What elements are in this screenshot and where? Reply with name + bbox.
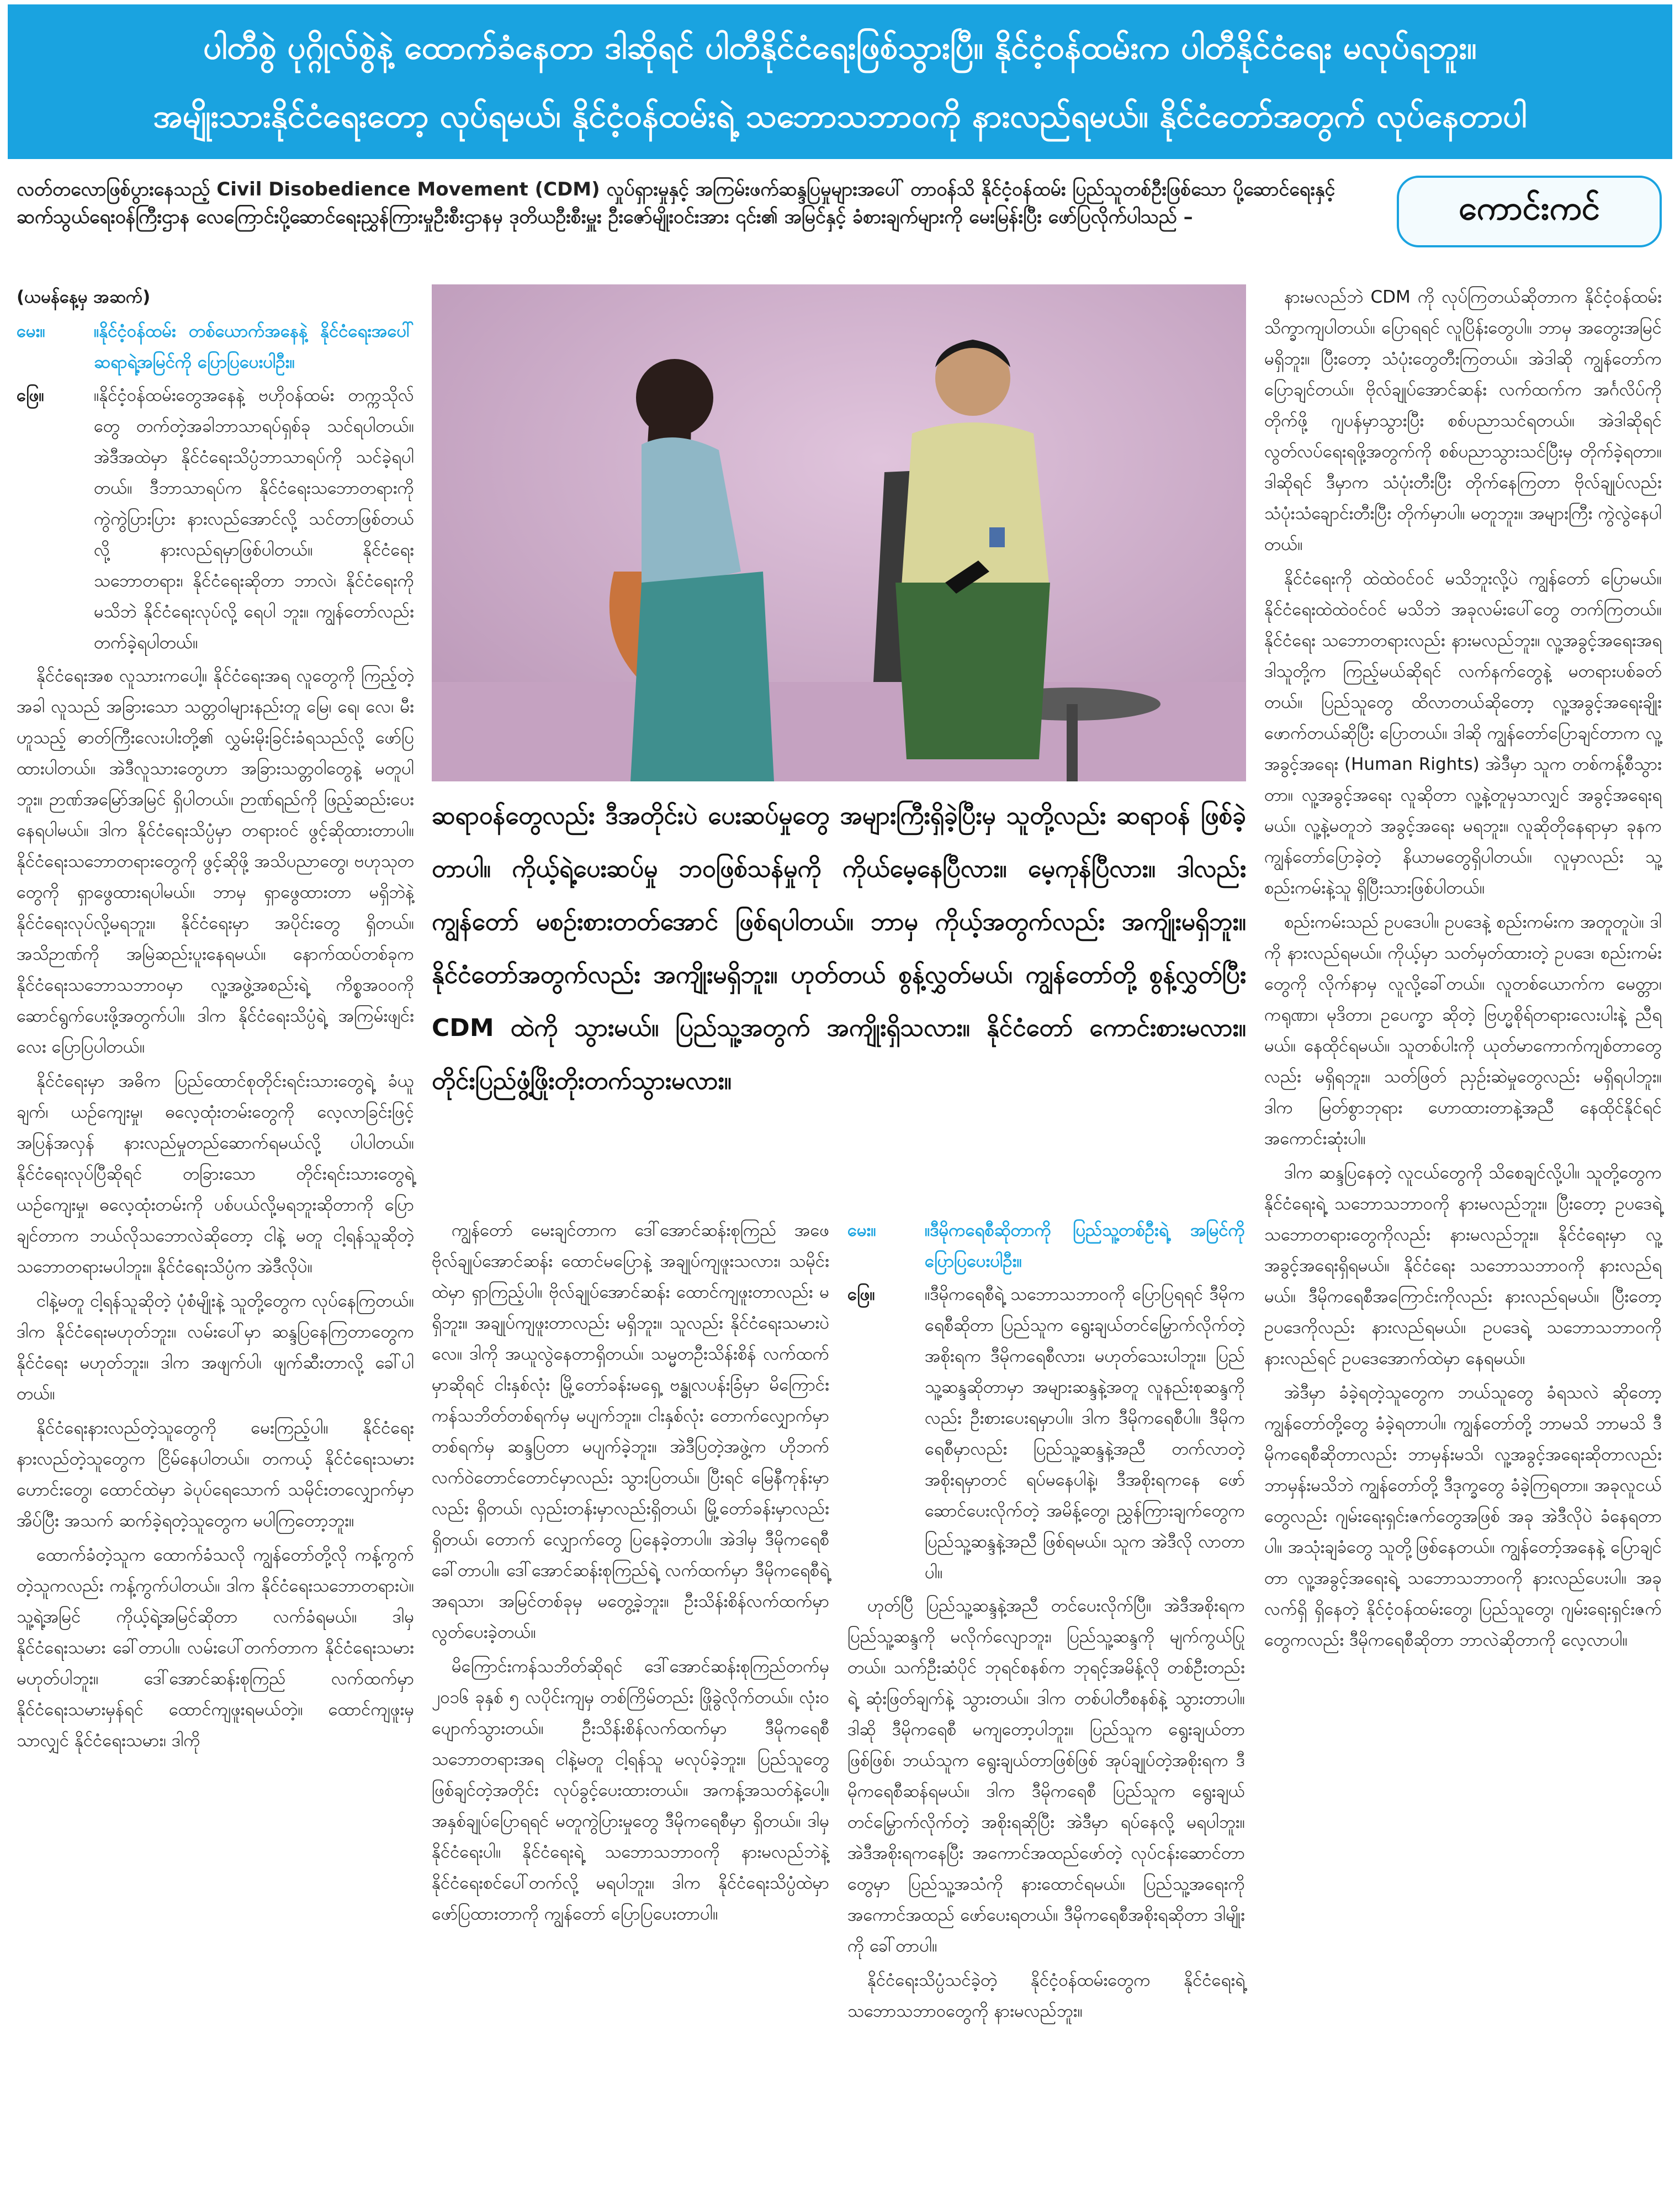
interviewee-longyi: [895, 583, 1050, 759]
headline-line-1: ပါတီစွဲ ပုဂ္ဂိုလ်စွဲနဲ့ ထောက်ခံနေတာ ဒါဆိုရင် ပါတီနိုင်ငံရေးဖြစ်သွားပြီ။ နိုင်ငံ့ဝန်ထမ်းက ပါတီနိုင်ငံရေး မလုပ်ရဘူး။: [203, 29, 1477, 66]
author-byline: ကောင်းကင်: [1397, 176, 1662, 247]
paragraph: မိကြောင်းကန်သဘိတ်ဆိုရင် ဒေါ်အောင်ဆန်းစုကြည်တက်မှ ၂၀၁၆ ခုနှစ် ၅ လပိုင်းကျမှ တစ်ကြိမ်တည်း ဖြိုခွဲလိုက်တယ်။ လုံးဝပျောက်သွားတယ်။ ဦးသိန်းစိန်လက်ထက်မှာ ဒီမိုကရေစီ သဘောတရားအရ ငါနဲ့မတူ ငါ့ရန်သူ မလုပ်ခဲ့ဘူး။ ပြည်သူတွေ ဖြစ်ချင်တဲ့အတိုင်း လုပ်ခွင့်ပေးထားတယ်။ အကန့်အသတ်နဲ့ပေါ့။ အနှစ်ချုပ်ပြောရရင် မတူကွဲပြားမှုတွေ ဒီမိုကရေစီမှာ ရှိတယ်။ ဒါမှ နိုင်ငံရေးပါ။ နိုင်ငံရေးရဲ့ သဘောသဘာဝကို နားမလည်ဘဲနဲ့ နိုင်ငံရေးစင်ပေါ်တက်လို့ မရပါဘူး။ ဒါက နိုင်ငံရေးသိပ္ပံထဲမှာ ဖော်ပြထားတာကို ကျွန်တော် ပြောပြပေးတာပါ။: [432, 1657, 829, 1924]
paragraph: နားမလည်ဘဲ CDM ကို လုပ်ကြတယ်ဆိုတာက နိုင်ငံ့ဝန်ထမ်း သိက္ခာကျပါတယ်။ ပြောရရင် လူပြိန်းတွေပါ။ ဘာမှ အတွေးအမြင်မရှိဘူး။ ပြီးတော့ သံပုံးတွေတီးကြတယ်။ အဲဒါဆို ကျွန်တော်က ပြောချင်တယ်။ ဗိုလ်ချုပ်အောင်ဆန်း လက်ထက်က အင်္ဂလိပ်ကို တိုက်ဖို့ ဂျပန်မှာသွားပြီး စစ်ပညာသင်ရတယ်။ အဲဒါဆိုရင် လွတ်လပ်ရေးရဖို့အတွက်ကို စစ်ပညာသွားသင်ပြီးမှ တိုက်ခဲ့ရတာ။ ဒါဆိုရင် ဒီမှာက သံပုံးတီးပြီး တိုက်နေကြတာ ဗိုလ်ချုပ်လည်း သံပုံးသံချောင်းတီးပြီး တိုက်မှာပါ။ မတူဘူး။ အများကြီး ကွဲလွဲနေပါတယ်။: [1264, 287, 1662, 554]
answer-block: [847, 1279, 1245, 1588]
paragraph: နိုင်ငံရေးမှာ အဓိက ပြည်ထောင်စုတိုင်းရင်းသားတွေရဲ့ ခံယူချက်၊ ယဉ်ကျေးမှု၊ ဓလေ့ထုံးတမ်းတွေကို လေ့လာခြင်းဖြင့် အပြန်အလှန် နားလည်မှုတည်ဆောက်ရမယ်လို့ ပါပါတယ်။ နိုင်ငံရေးလုပ်ပြီဆိုရင် တခြားသော တိုင်းရင်းသားတွေရဲ့ ယဉ်ကျေးမှု၊ ဓလေ့ထုံးတမ်းကို ပစ်ပယ်လို့မရဘူးဆိုတာကို ပြောချင်တာက ဘယ်လိုသဘောလဲဆိုတော့ ငါနဲ့ မတူ ငါ့ရန်သူဆိုတဲ့ သဘောတရားမပါဘူး။ နိုင်ငံရေးသိပ္ပံက အဲဒီလိုပဲ။: [17, 1071, 414, 1277]
continued-note: (ယမန်နေ့မှ အဆက်): [17, 287, 151, 307]
question-label: မေး။: [847, 1220, 876, 1240]
question-text: ။ဒီမိုကရေစီဆိုတာကို ပြည်သူ့တစ်ဦးရဲ့ အမြင်ကို ပြောပြပေးပါဦး။: [925, 1220, 1245, 1271]
question-block: [847, 1215, 1245, 1277]
article-column-1: [17, 282, 414, 1759]
answer-text: ။နိုင်ငံ့ဝန်ထမ်းတွေအနေနဲ့ ဗဟိုဝန်ထမ်း တက္ကသိုလ်တွေ တက်တဲ့အခါဘာသာရပ်ရှစ်ခု သင်ရပါတယ်။ အဲဒီအထဲမှာ နိုင်ငံရေးသိပ္ပံဘာသာရပ်ကို သင်ခဲ့ရပါတယ်။ ဒီဘာသာရပ်က နိုင်ငံရေးသဘောတရားကို ကွဲကွဲပြားပြား နားလည်အောင်လို့ သင်တာဖြစ်တယ်လို့ နားလည်ရမှာဖြစ်ပါတယ်။ နိုင်ငံရေးသဘောတရား၊ နိုင်ငံရေးဆိုတာ ဘာလဲ၊ နိုင်ငံရေးကို မသိဘဲ နိုင်ငံရေးလုပ်လို့ ရေပါ ဘူး။ ကျွန်တော်လည်း တက်ခဲ့ရပါတယ်။: [94, 385, 414, 653]
article-column-4: [1264, 282, 1662, 1659]
article-column-3: [847, 1215, 1245, 2030]
answer-label: ဖြေ။: [847, 1284, 875, 1304]
answer-label: ဖြေ။: [17, 385, 44, 405]
headline-banner: [8, 4, 1672, 159]
intro-paragraph: လတ်တလောဖြစ်ပွားနေသည့် Civil Disobedience Movement (CDM) လှုပ်ရှားမှုနှင့် အကြမ်းဖက်ဆန္ဒပြမှုများအပေါ် တာဝန်သိ နိုင်ငံ့ဝန်ထမ်း ပြည်သူတစ်ဦးဖြစ်သော ပို့ဆောင်ရေးနှင့် ဆက်သွယ်ရေးဝန်ကြီးဌာန လေကြောင်းပို့ဆောင်ရေးညွှန်ကြားမှုဦးစီးဌာနမှ ဒုတိယဦးစီးမှူး ဦးဇော်မျိုးဝင်းအား ၎င်း၏ အမြင်နှင့် ခံစားချက်များကို မေးမြန်းပြီး ဖော်ပြလိုက်ပါသည် –: [17, 178, 1335, 228]
paragraph: ငါနဲ့မတူ ငါ့ရန်သူဆိုတဲ့ ပုံစံမျိုးနဲ့ သူတို့တွေက လုပ်နေကြတယ်။ ဒါက နိုင်ငံရေးမဟုတ်ဘူး။ လမ်းပေါ်မှာ ဆန္ဒပြနေကြတာတွေက နိုင်ငံရေး မဟုတ်ဘူး။ ဒါက အဖျက်ပါ၊ ဖျက်ဆီးတာလို့ ခေါ်ပါတယ်။: [17, 1291, 414, 1404]
paragraph: နိုင်ငံရေးအစ လူသားကပေါ့။ နိုင်ငံရေးအရ လူတွေကို ကြည့်တဲ့အခါ လူသည် အခြားသော သတ္တဝါများနည်းတူ မြေ၊ ရေ၊ လေ၊ မီး ဟူသည့် ဓာတ်ကြီးလေးပါးတို့၏ လွှမ်းမိုးခြင်းခံရသည်လို့ ဖော်ပြထားပါတယ်။ အဲဒီလူသားတွေဟာ အခြားသတ္တဝါတွေနဲ့ မတူပါဘူး။ ဉာဏ်အမြော်အမြင် ရှိပါတယ်။ ဉာဏ်ရည်ကို ဖြည့်ဆည်းပေးနေရပါမယ်။ ဒါက နိုင်ငံရေးသိပ္ပံမှာ တရားဝင် ဖွင့်ဆိုထားတာပါ။ နိုင်ငံရေးသဘောတရားတွေကို ဖွင့်ဆိုဖို့ အသိပညာတွေ၊ ဗဟုသုတတွေကို ရှာဖွေထားရပါမယ်။ ဘာမှ ရှာဖွေထားတာ မရှိဘဲနဲ့ နိုင်ငံရေးလုပ်လို့မရဘူး။ နိုင်ငံရေးမှာ အပိုင်းတွေ ရှိတယ်။ အသိဉာဏ်ကို အမြဲဆည်းပူးနေရမယ်။ နောက်ထပ်တစ်ခုက နိုင်ငံရေးသဘောသဘာဝမှာ လူ့အဖွဲ့အစည်းရဲ့ ကိစ္စအဝဝကို ဆောင်ရွက်ပေးဖို့အတွက်ပါ။ ဒါက နိုင်ငံရေးသိပ္ပံရဲ့ အကြမ်းဖျင်းလေး ပြောပြပါတယ်။: [17, 666, 414, 1057]
paragraph: ကျွန်တော် မေးချင်တာက ဒေါ်အောင်ဆန်းစုကြည် အဖေ ဗိုလ်ချုပ်အောင်ဆန်း ထောင်မပြောနဲ့ အချုပ်ကျဖူးသလား၊ သမိုင်းထဲမှာ ရှာကြည့်ပါ။ ဗိုလ်ချုပ်အောင်ဆန်း ထောင်ကျဖူးတာလည်း မရှိဘူး။ အချုပ်ကျဖူးတာလည်း မရှိဘူး။ သူလည်း နိုင်ငံရေးသမားပဲလေ။ ဒါကို အယူလွဲနေတာရှိတယ်။ သမ္မတဦးသိန်းစိန် လက်ထက်မှာဆိုရင် ငါးနှစ်လုံး မြို့တော်ခန်းမရှေ့ ဗန္ဓုလပန်းခြံမှာ မိကြောင်းကန်သဘိတ်တစ်ရက်မှ မပျက်ဘူး။ ငါးနှစ်လုံး တောက်လျှောက်မှာ တစ်ရက်မှ ဆန္ဒပြတာ မပျက်ခဲ့ဘူး။ အဲဒီပြတဲ့အဖွဲ့က ဟိုဘက် လက်ဝဲတောင်တောင်မှာလည်း သွားပြတယ်။ ပြီးရင် မြေနီကုန်းမှာလည်း ရှိတယ်၊ လှည်းတန်းမှာလည်းရှိတယ်၊ မြို့တော်ခန်းမှာလည်းရှိတယ်၊ တောက် လျှောက်တွေ ပြနေခဲ့တာပါ။ အဲဒါမှ ဒီမိုကရေစီခေါ်တာပါ။ ဒေါ်အောင်ဆန်းစုကြည်ရဲ့ လက်ထက်မှာ ဒီမိုကရေစီရဲ့ အရသာ၊ အမြင်တစ်ခုမှ မတွေ့ခဲ့ဘူး။ ဦးသိန်းစိန်လက်ထက်မှာ လွတ်ပေးခဲ့တယ်။: [432, 1220, 829, 1642]
paragraph: ဟုတ်ပြီ ပြည်သူ့ဆန္ဒနဲ့အညီ တင်ပေးလိုက်ပြီ။ အဲဒီအစိုးရက ပြည်သူ့ဆန္ဒကို မလိုက်လျောဘူး၊ ပြည်သူ့ဆန္ဒကို မျက်ကွယ်ပြုတယ်။ သက်ဦးဆံပိုင် ဘုရင်စနစ်က ဘုရင့်အမိန့်လို တစ်ဦးတည်းရဲ့ ဆုံးဖြတ်ချက်နဲ့ သွားတယ်။ ဒါက တစ်ပါတီစနစ်နဲ့ သွားတာပါ။ ဒါဆို ဒီမိုကရေစီ မကျတော့ပါဘူး။ ပြည်သူက ရွေးချယ်တာဖြစ်ဖြစ်၊ ဘယ်သူက ရွေးချယ်တာဖြစ်ဖြစ် အုပ်ချုပ်တဲ့အစိုးရက ဒီမိုကရေစီဆန်ရမယ်။ ဒါက ဒီမိုကရေစီ ပြည်သူက ရွေးချယ်တင်မြှောက်လိုက်တဲ့ အစိုးရဆိုပြီး အဲဒီမှာ ရပ်နေလို့ မရပါဘူး။ အဲဒီအစိုးရကနေပြီး အကောင်အထည်ဖော်တဲ့ လုပ်ငန်းဆောင်တာတွေမှာ ပြည်သူ့အသံကို နားထောင်ရမယ်။ ပြည်သူ့အရေးကို အကောင်အထည် ဖော်ပေးရတယ်။ ဒီမိုကရေစီအစိုးရဆိုတာ ဒါမျိုးကို ခေါ်တာပါ။: [847, 1596, 1245, 1956]
answer-block: [17, 380, 414, 658]
question-label: မေး။: [17, 321, 45, 341]
headline-line-2: အမျိုးသားနိုင်ငံရေးတော့ လုပ်ရမယ်၊ နိုင်ငံ့ဝန်ထမ်းရဲ့ သဘောသဘာဝကို နားလည်ရမယ်။ နိုင်ငံတော်အတွက် လုပ်နေတာပါ: [153, 97, 1527, 135]
pull-quote: ဆရာဝန်တွေလည်း ဒီအတိုင်းပဲ ပေးဆပ်မှုတွေ အများကြီးရှိခဲ့ပြီးမှ သူတို့လည်း ဆရာဝန် ဖြစ်ခဲ့တာပါ။ ကိုယ့်ရဲ့ပေးဆပ်မှု ဘဝဖြစ်သန်မှုကို ကိုယ်မေ့နေပြီလား။ မေ့ကုန်ပြီလား။ ဒါလည်း ကျွန်တော် မစဉ်းစားတတ်အောင် ဖြစ်ရပါတယ်။ ဘာမှ ကိုယ့်အတွက်လည်း အကျိုးမရှိဘူး။ နိုင်ငံတော်အတွက်လည်း အကျိုးမရှိဘူး။ ဟုတ်တယ် စွန့်လွှတ်မယ်၊ ကျွန်တော်တို့ စွန့်လွှတ်ပြီး CDM ထဲကို သွားမယ်။ ပြည်သူ့အတွက် အကျိုးရှိသလား။ နိုင်ငံတော် ကောင်းစားမလား။ တိုင်းပြည်ဖွံ့ဖြိုးတိုးတက်သွားမလား။: [432, 802, 1246, 1095]
answer-text: ။ဒီမိုကရေစီရဲ့ သဘောသဘာဝကို ပြောပြရရင် ဒီမိုကရေစီဆိုတာ ပြည်သူက ရွေးချယ်တင်မြှောက်လိုက်တဲ့ အစိုးရက ဒီမိုကရေစီလား၊ မဟုတ်သေးပါဘူး။ ပြည်သူ့ဆန္ဒဆိုတာမှာ အများဆန္ဒနဲ့အတူ လူနည်းစုဆန္ဒကိုလည်း ဦးစားပေးရမှာပါ။ ဒါက ဒီမိုကရေစီပါ။ ဒီမိုကရေစီမှာလည်း ပြည်သူ့ဆန္ဒနဲ့အညီ တက်လာတဲ့ အစိုးရမှာတင် ရပ်မနေပါနဲ့၊ ဒီအစိုးရကနေ ဖော်ဆောင်ပေးလိုက်တဲ့ အမိန့်တွေ၊ ညွှန်ကြားချက်တွေက ပြည်သူ့ဆန္ဒနဲ့အညီ ဖြစ်ရမယ်။ သူက အဲဒီလို လာတာပါ။: [925, 1284, 1245, 1583]
paragraph: နိုင်ငံရေးသိပ္ပံသင်ခဲ့တဲ့ နိုင်ငံ့ဝန်ထမ်းတွေက နိုင်ငံရေးရဲ့ သဘောသဘာဝတွေကို နားမလည်ဘူး။: [847, 1970, 1245, 2021]
paragraph: အဲဒီမှာ ခံခဲ့ရတဲ့သူတွေက ဘယ်သူတွေ ခံရသလဲ ဆိုတော့ ကျွန်တော်တို့တွေ ခံခဲ့ရတာပါ။ ကျွန်တော်တို့ ဘာမသိ ဘာမသိ ဒီမိုကရေစီဆိုတာလည်း ဘာမှန်းမသိ၊ လူ့အခွင့်အရေးဆိုတာလည်း ဘာမှန်းမသိဘဲ ကျွန်တော်တို့ ဒီဒုက္ခတွေ ခံခဲ့ကြရတာ။ အခုလူငယ်တွေလည်း ဂျမ်းရေးရှင်းဇက်တွေအဖြစ် အခု အဲဒီလိုပဲ ခံနေရတာပါ။ အသုံးချခံတွေ သူတို့ဖြစ်နေတယ်။ ကျွန်တော့်အနေနဲ့ ပြောချင်တာ လူ့အခွင့်အရေးရဲ့ သဘောသဘာဝကို နားလည်ပေးပါ။ အခုလက်ရှိ ရှိနေတဲ့ နိုင်ငံ့ဝန်ထမ်းတွေ၊ ပြည်သူတွေ၊ ဂျမ်းရေးရှင်းဇက်တွေကလည်း ဒီမိုကရေစီဆိုတာ ဘာလဲဆိုတာကို လေ့လာပါ။: [1264, 1383, 1662, 1650]
paragraph: ဒါက ဆန္ဒပြနေတဲ့ လူငယ်တွေကို သိစေချင်လို့ပါ။ သူတို့တွေက နိုင်ငံရေးရဲ့ သဘောသဘာဝကို နားမလည်ဘူး။ ပြီးတော့ ဥပဒေရဲ့ သဘောတရားတွေကိုလည်း နားမလည်ဘူး။ နိုင်ငံရေးမှာ လူ့အခွင့်အရေးရှိရမယ်။ နိုင်ငံရေး သဘောသဘာဝကို နားလည်ရမယ်။ ဒီမိုကရေစီအကြောင်းကိုလည်း နားလည်ရမယ်။ ပြီးတော့ ဥပဒေကိုလည်း နားလည်ရမယ်။ ဥပဒေရဲ့ သဘောသဘာဝကို နားလည်ရင် ဥပဒေအောက်ထဲမှာ နေရမယ်။: [1264, 1163, 1662, 1368]
interview-photo: [432, 284, 1246, 781]
question-block: [17, 316, 414, 378]
article-column-2: [432, 1215, 829, 1933]
interview-photo-illustration: [432, 284, 1246, 781]
paragraph: ထောက်ခံတဲ့သူက ထောက်ခံသလို ကျွန်တော်တို့လို ကန့်ကွက်တဲ့သူကလည်း ကန့်ကွက်ပါတယ်။ ဒါက နိုင်ငံရေးသဘောတရားပဲ။ သူ့ရဲ့အမြင် ကိုယ့်ရဲ့အမြင်ဆိုတာ လက်ခံရမယ်။ ဒါမှ နိုင်ငံရေးသမား ခေါ်တာပါ။ လမ်းပေါ်တက်တာက နိုင်ငံရေးသမား မဟုတ်ပါဘူး။ ဒေါ်အောင်ဆန်းစုကြည် လက်ထက်မှာ နိုင်ငံရေးသမားမှန်ရင် ထောင်ကျဖူးရမယ်တဲ့။ ထောင်ကျဖူးမှသာလျှင် နိုင်ငံရေးသမား၊ ဒါကို: [17, 1545, 414, 1751]
paragraph: နိုင်ငံရေးနားလည်တဲ့သူတွေကို မေးကြည့်ပါ။ နိုင်ငံရေး နားလည်တဲ့သူတွေက ငြိမ်နေပါတယ်။ တကယ့် နိုင်ငံရေးသမားဟောင်းတွေ၊ ထောင်ထဲမှာ ခဲပုပ်ရေသောက် သမိုင်းတလျှောက်မှာအိပ်ပြီး အသက် ဆက်ခဲ့ရတဲ့သူတွေက မပါကြတော့ဘူး။: [17, 1418, 414, 1531]
paragraph: နိုင်ငံရေးကို ထဲထဲဝင်ဝင် မသိဘူးလို့ပဲ ကျွန်တော် ပြောမယ်။ နိုင်ငံရေးထဲထဲဝင်ဝင် မသိဘဲ အခုလမ်းပေါ်တွေ တက်ကြတယ်။ နိုင်ငံရေး သဘောတရားလည်း နားမလည်ဘူး။ လူ့အခွင့်အရေးအရ ဒါသူတို့က ကြည့်မယ်ဆိုရင် လက်နက်တွေနဲ့ မတရားပစ်ခတ်တယ်။ ပြည်သူတွေ ထိလာတယ်ဆိုတော့ လူ့အခွင့်အရေးချိုးဖောက်တယ်ဆိုပြီး ပြောတယ်။ ဒါဆို ကျွန်တော်ပြောချင်တာက လူ့အခွင့်အရေး (Human Rights) အဲဒီမှာ သူက တစ်ကန့်စီသွားတာ။ လူ့အခွင့်အရေး လူဆိုတာ လူ့နဲ့တူမှသာလျှင် အခွင့်အရေးရမယ်။ လူ့နဲ့မတူဘဲ အခွင့်အရေး မရဘူး။ လူဆိုတိုနေရာမှာ ခုနက ကျွန်တော်ပြောခဲ့တဲ့ နိယာမတွေရှိပါတယ်။ လူမှာလည်း သူ့စည်းကမ်းနဲ့သူ ရှိပြီးသားဖြစ်ပါတယ်။: [1264, 569, 1662, 898]
question-text: ။နိုင်ငံ့ဝန်ထမ်း တစ်ယောက်အနေနဲ့ နိုင်ငံရေးအပေါ် ဆရာရဲ့အမြင်ကို ပြောပြပေးပါဦး။: [94, 321, 414, 372]
paragraph: စည်းကမ်းသည် ဥပဒေပါ။ ဥပဒေနဲ့ စည်းကမ်းက အတူတူပဲ။ ဒါကို နားလည်ရမယ်။ ကိုယ့်မှာ သတ်မှတ်ထားတဲ့ ဥပဒေ၊ စည်းကမ်းတွေကို လိုက်နာမှ လူလို့ခေါ်တယ်။ လူတစ်ယောက်က မေတ္တာ၊ ကရုဏာ၊ မုဒိတာ၊ ဥပေက္ခာ ဆိုတဲ့ ဗြဟ္မစိုရ်တရားလေးပါးနဲ့ ညီရမယ်။ နေထိုင်ရမယ်။ သူတစ်ပါးကို ယုတ်မာကောက်ကျစ်တာတွေလည်း မရှိရဘူး။ သတ်ဖြတ် ညှဉ်းဆဲမှုတွေလည်း မရှိရပါဘူး။ ဒါက မြတ်စွာဘုရား ဟောထားတာနဲ့အညီ နေထိုင်နိုင်ရင် အကောင်းဆုံးပါ။: [1264, 912, 1662, 1149]
